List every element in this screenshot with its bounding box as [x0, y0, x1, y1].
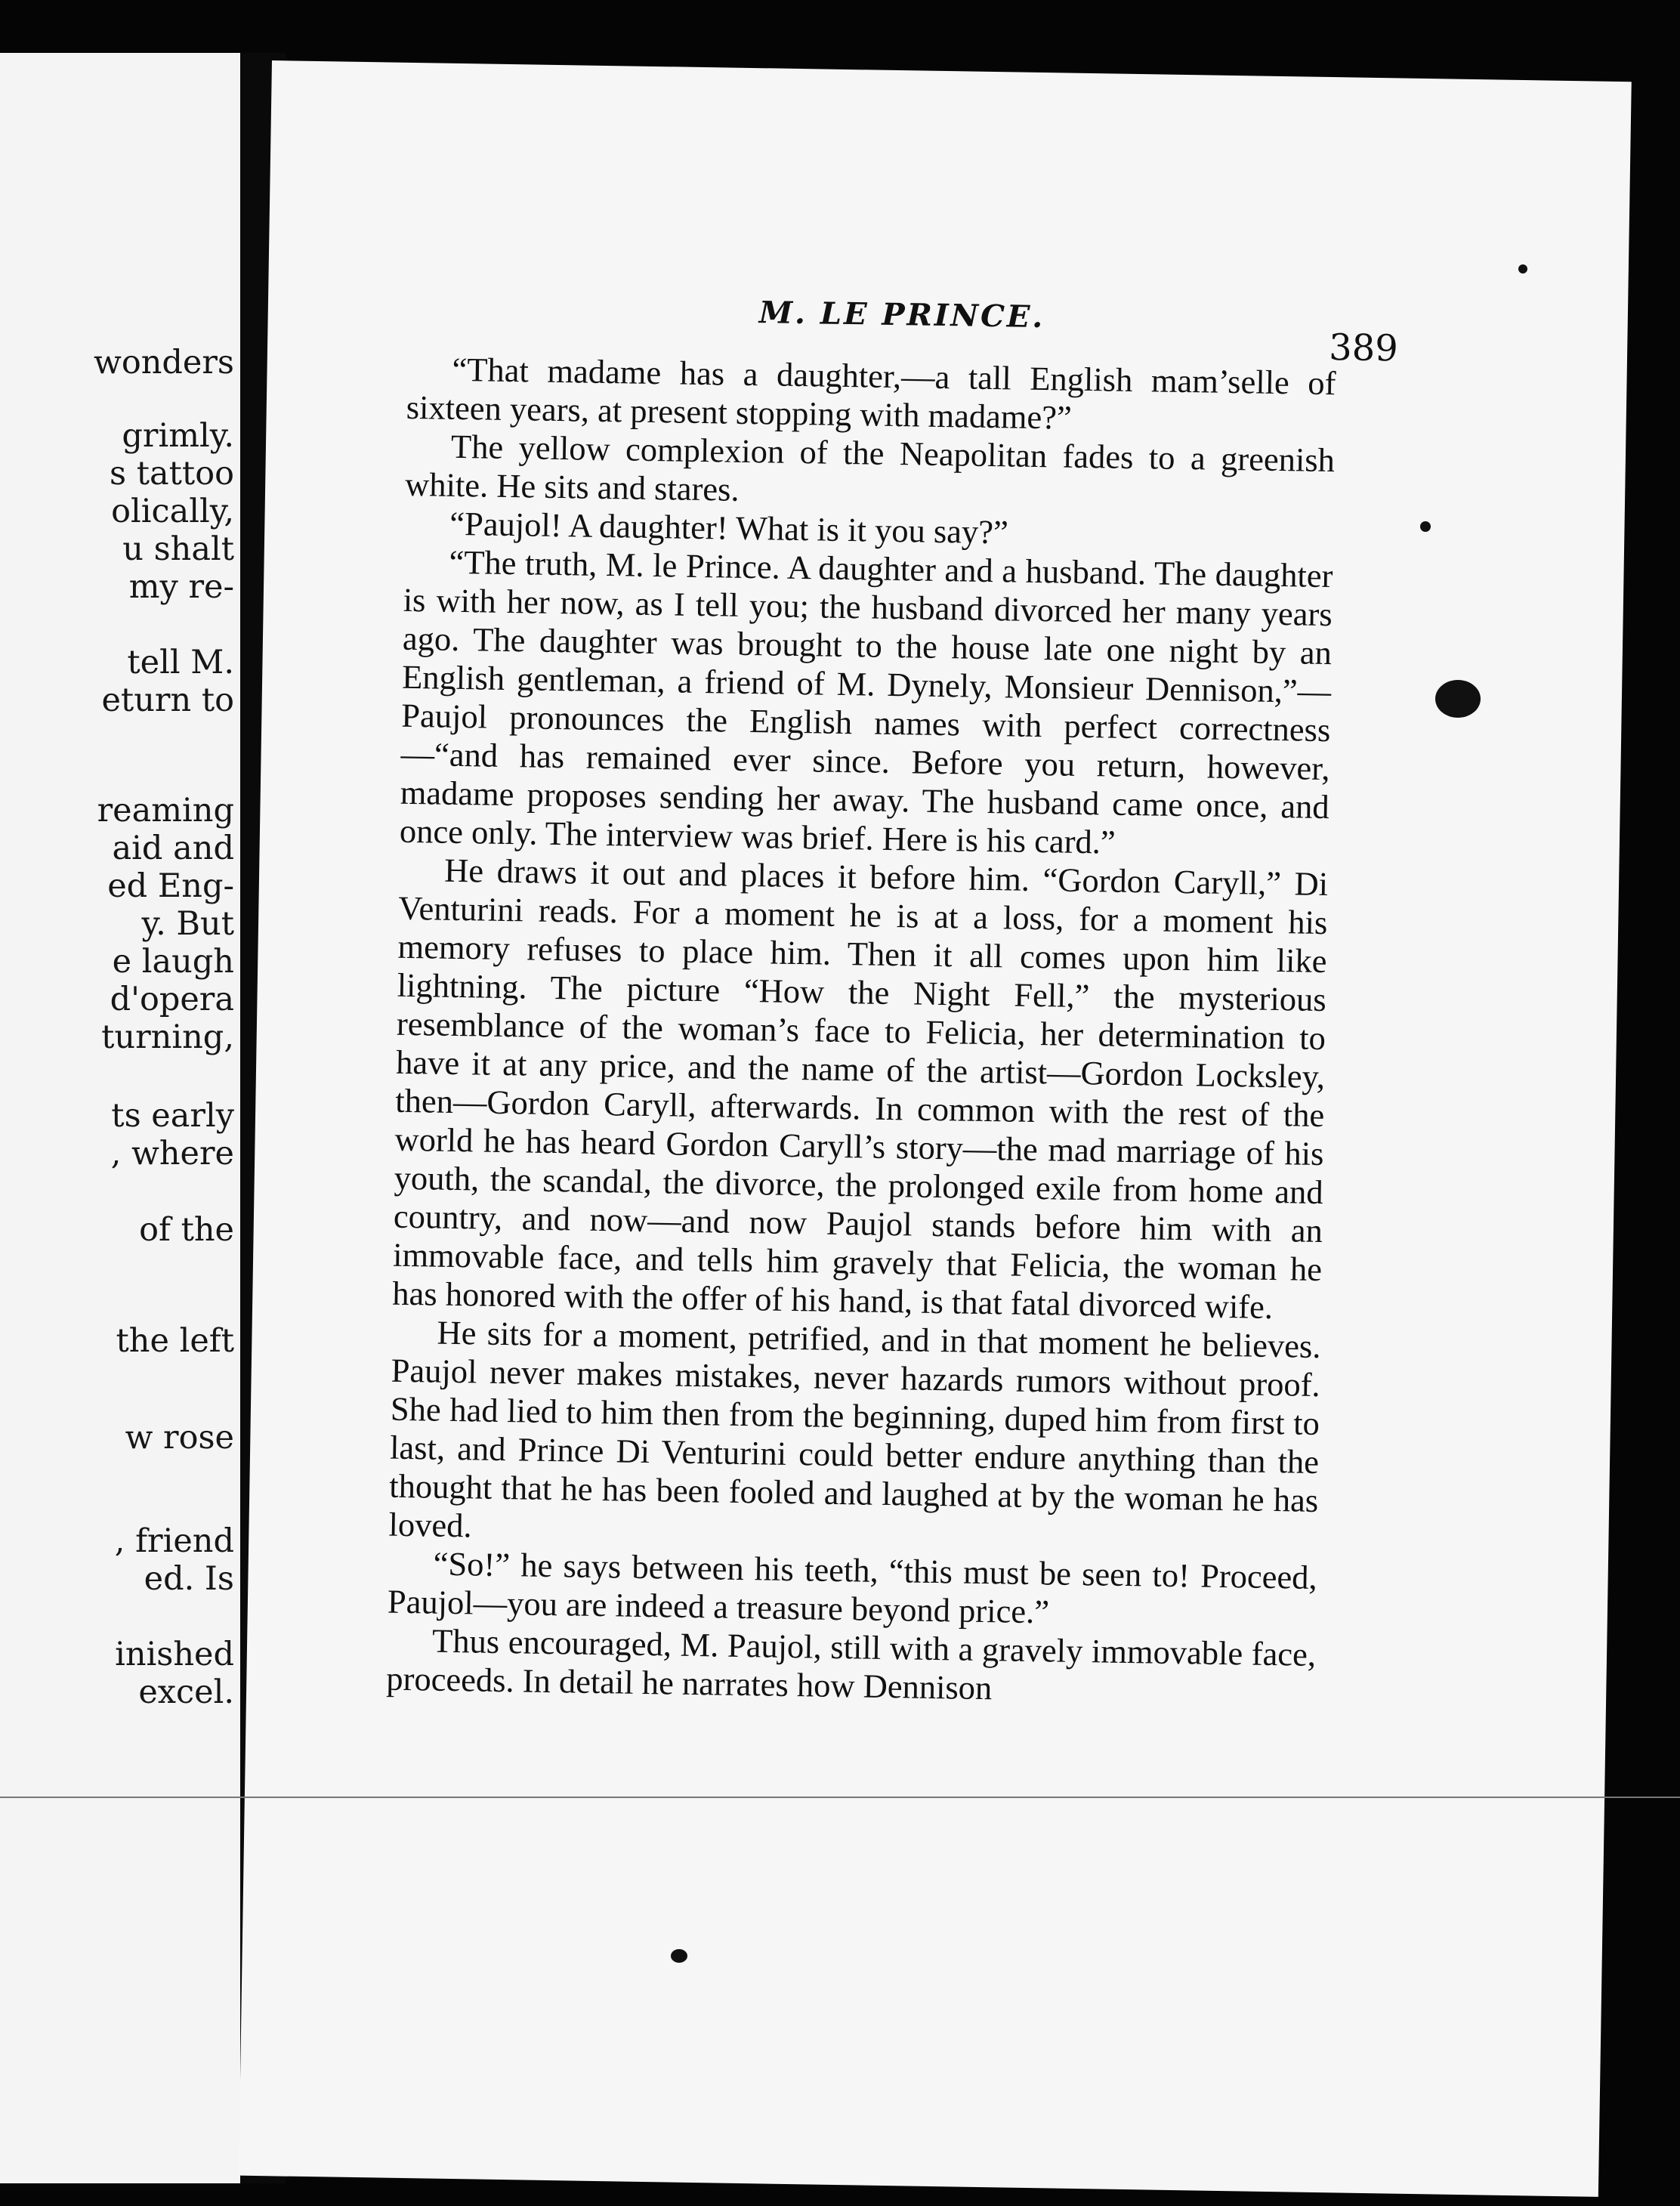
page-number: 389: [1328, 326, 1399, 370]
paragraph: “That madame has a daughter,—a tall English mam’selle of sixteen years, at present stopping with madame?”: [406, 350, 1336, 437]
left-page-line: turning,: [101, 1018, 234, 1056]
left-page-line: tell M.: [127, 644, 234, 681]
paragraph: He draws it out and places it before him. “Gordon Caryll,” Di Venturini reads. For a moment he is at a loss, for a moment his memory refuses to place him. Then it all comes upon him like lightning. The picture “How the Night Fell,” the mysterious resemblance of the woman’s face to Felicia, her determination to have it at any price, and the name of the artist—Gordon Locksley, then—Gordon Caryll, afterwards. In common with the rest of the world he has heard Gordon Caryll’s story—the mad marriage of his youth, the scandal, the divorce, the prolonged exile from home and country, and now—and now Paujol stands before him with an immovable face, and tells him gravely that Felicia, the woman he has honored with the offer of his hand, is that fatal divorced wife.: [391, 851, 1329, 1327]
right-page: [239, 60, 1632, 2197]
paragraph: The yellow complexion of the Neapolitan fades to a greenish white. He sits and stares.: [404, 427, 1336, 508]
paragraph: He sits for a moment, petrified, and in that moment he believes. Paujol never makes mistakes, never hazards rumors without proof. She had lied to him then from the beginning, duped him from first to last, and Prince Di Venturini could better endure anything than the thought that he has been fooled and laughed at by the woman he has loved.: [388, 1313, 1321, 1545]
running-header: M. LE PRINCE.: [758, 295, 1045, 335]
ink-spot: [671, 1949, 687, 1963]
paragraph: “Paujol! A daughter! What is it you say?”: [449, 504, 1009, 552]
left-page-line: my re-: [128, 568, 234, 606]
left-page-line: reaming: [97, 792, 234, 830]
left-page-line: wonders: [94, 344, 234, 382]
left-page-line: grimly.: [122, 417, 234, 455]
paragraph: “The truth, M. le Prince. A daughter and a husband. The daughter is with her now, as I tell you; the husband divorced her many years ago. The daughter was brought to the house late one night by an English gentleman, a friend of M. Dynely, Monsieur Dennison,”—Paujol pronounces the English names with perfect correctness—“and has remained ever since. Before you return, however, madame proposes sending her away. The husband came once, and once only. The interview was brief. Here is his card.”: [399, 542, 1333, 861]
left-page-line: olically,: [111, 493, 234, 530]
left-page-line: ed Eng-: [107, 867, 234, 905]
left-page-line: u shalt: [122, 530, 234, 568]
left-page-line: excel.: [138, 1673, 234, 1711]
paragraph: “So!” he says between his teeth, “this must be seen to! Proceed, Paujol—you are indeed a treasure beyond price.”: [387, 1544, 1318, 1631]
left-page-line: of the: [139, 1211, 234, 1249]
left-page-line: d'opera: [110, 981, 234, 1018]
ink-spot: [1420, 521, 1431, 532]
left-page-line: , friend: [114, 1522, 234, 1560]
left-page-line: y. But: [141, 905, 234, 943]
scan-artifact-line: [0, 1797, 1680, 1798]
left-page-line: , where: [110, 1135, 234, 1173]
left-page-line: ts early: [111, 1097, 234, 1135]
left-page-line: e laugh: [112, 943, 234, 981]
paragraph: Thus encouraged, M. Paujol, still with a gravely immovable face, proceeds. In detail he narrates how Dennison: [385, 1621, 1317, 1707]
body-text: [386, 350, 1336, 1713]
left-page-line: ed. Is: [144, 1560, 234, 1598]
ink-spot: [1518, 264, 1527, 273]
left-page-line: eturn to: [101, 681, 234, 719]
left-page-line: aid and: [112, 830, 234, 867]
left-page-line: the left: [116, 1322, 234, 1360]
left-page-line: w rose: [125, 1419, 234, 1457]
left-page-line: inished: [115, 1636, 234, 1673]
left-facing-page: [0, 53, 240, 2183]
left-page-line: s tattoo: [110, 455, 234, 493]
ink-blot: [1435, 680, 1481, 718]
